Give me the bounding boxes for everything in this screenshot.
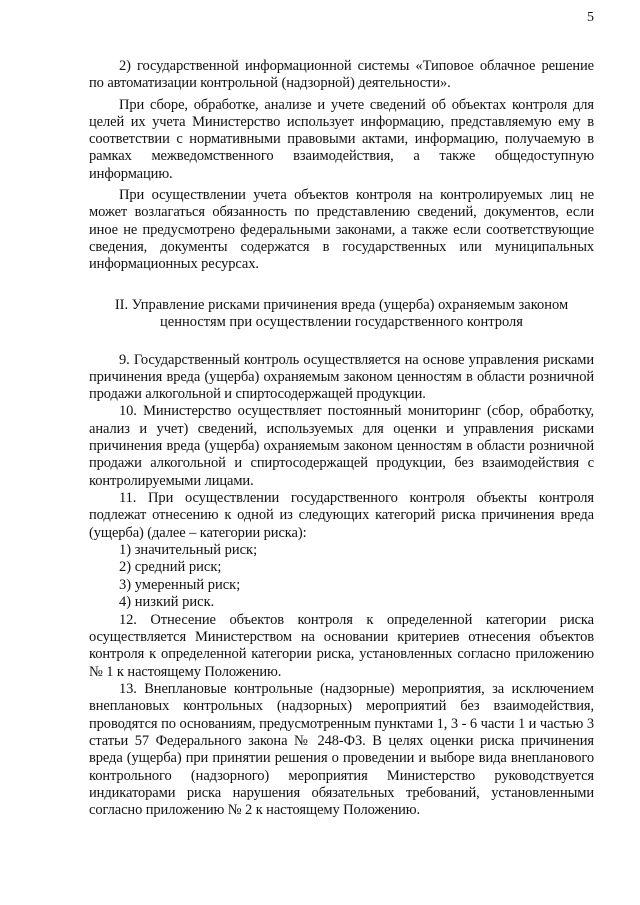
paragraph-9: 9. Государственный контроль осуществляется на основе управления рисками причинения вреда (ущерба) охраняемым законом ценностям в области розничной продажи алкогольной и спиртосодержащей продукции. (89, 351, 594, 403)
risk-category-item: 1) значительный риск; (119, 541, 258, 558)
paragraph-gis-item: 2) государственной информационной системы «Типовое облачное решение по автоматизации контрольной (надзорной) деятельности». (89, 58, 594, 92)
paragraph-12: 12. Отнесение объектов контроля к определенной категории риска осуществляется Министерством на основании критериев отнесения объектов контроля к определенной категории риска, установленных согласно приложению № 1 к настоящему Положению. (89, 611, 594, 680)
risk-category-item: 2) средний риск; (119, 559, 222, 576)
section-heading: II. Управление рисками причинения вреда (ущерба) охраняемым законом ценностям при осуществлении государственного контроля (114, 296, 569, 331)
paragraph-info-collection: При сборе, обработке, анализе и учете сведений об объектах контроля для целей их учета Министерство использует информацию, представляемую ему в соответствии с нормативными правовыми актами, информацию, получаемую в рамках межведомственного взаимодействия, а также общедоступную информацию. (89, 96, 594, 182)
paragraph-no-obligation: При осуществлении учета объектов контроля на контролируемых лиц не может возлагаться обязанность по представлению сведений, документов, если иное не предусмотрено федеральными законами, а также если соответствующие сведения, документы содержатся в государственных или муниципальных информационных ресурсах. (89, 187, 594, 273)
risk-category-item: 4) низкий риск. (119, 594, 215, 611)
paragraph-11: 11. При осуществлении государственного контроля объекты контроля подлежат отнесению к одной из следующих категорий риска причинения вреда (ущерба) (далее – категории риска): (89, 489, 594, 541)
document-body (89, 58, 594, 819)
page-number: 5 (587, 10, 594, 25)
paragraph-10: 10. Министерство осуществляет постоянный мониторинг (сбор, обработку, анализ и учет) сведений, используемых для оценки и управления рисками причинения вреда (ущерба) охраняемым законом ценностям в области розничной продажи алкогольной и спиртосодержащей продукции, без взаимодействия с контролируемыми лицами. (89, 403, 594, 489)
risk-category-list (89, 542, 594, 612)
risk-category-item: 3) умеренный риск; (119, 576, 241, 593)
paragraph-13: 13. Внеплановые контрольные (надзорные) мероприятия, за исключением внеплановых контрольных (надзорных) мероприятий без взаимодействия, проводятся по основаниям, предусмотренным пунктами 1, 3 - 6 части 1 и частью 3 статьи 57 Федерального закона № 248-ФЗ. В целях оценки риска причинения вреда (ущерба) при принятии решения о проведении и выборе вида внепланового контрольного (надзорного) мероприятия Министерство руководствуется индикаторами риска нарушения обязательных требований, установленными согласно приложению № 2 к настоящему Положению. (89, 681, 594, 819)
